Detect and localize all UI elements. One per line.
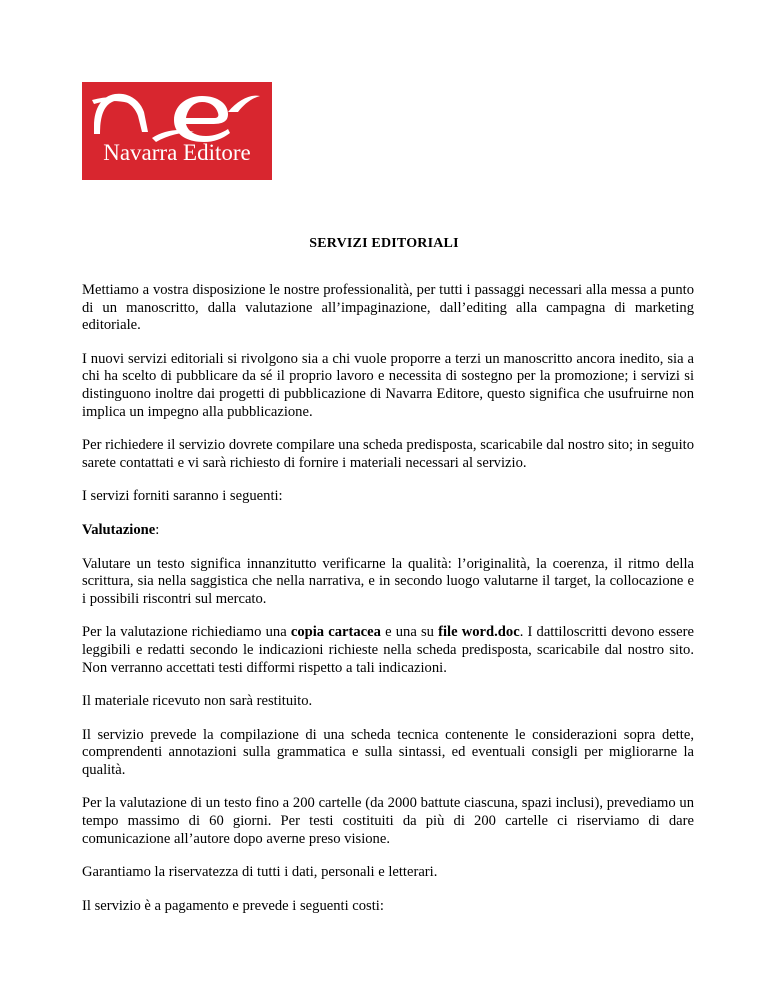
page-title: SERVIZI EDITORIALI	[309, 236, 459, 251]
paragraph-material-not-returned: Il materiale ricevuto non sarà restituito.	[82, 693, 313, 710]
paragraph-confidentiality: Garantiamo la riservatezza di tutti i dati, personali e letterari.	[82, 864, 438, 881]
paragraph-technical-sheet: Il servizio prevede la compilazione di una scheda tecnica contenente le considerazioni sopra dette, comprendenti annotazioni sulla grammatica e sulla sintassi, ed eventuali consigli per migliorarne la qualità.	[82, 726, 694, 778]
text-span: e una su	[380, 624, 439, 641]
text-span: . I dattiloscritti devono essere leggibili e redatti secondo le indicazioni richieste nella scheda predisposta, scaricabile dal nostro sito. Non verranno accettati testi difformi rispetto a tali indicazioni.	[82, 624, 695, 676]
paragraph-intro: Mettiamo a vostra disposizione le nostre professionalità, per tutti i passaggi necessari alla messa a punto di un manoscritto, dalla valutazione all’impaginazione, dall’editing alla campagna di marketing editoriale.	[82, 282, 694, 334]
paragraph-evaluation-materials	[82, 624, 694, 677]
bold-file-word: file word.doc	[438, 624, 520, 641]
section-heading-valutazione	[82, 522, 694, 540]
document-body	[82, 282, 694, 931]
text-span: Per la valutazione richiediamo una	[82, 624, 291, 641]
section-heading-colon: :	[155, 521, 160, 538]
paragraph-evaluation-time: Per la valutazione di un testo fino a 200 cartelle (da 2000 battute ciascuna, spazi inclusi), prevediamo un tempo massimo di 60 giorni. Per testi costituiti da più di 200 cartelle ci riserviamo di dare comunicazione all’autore dopo averne preso visione.	[82, 795, 694, 847]
paragraph-costs-intro: Il servizio è a pagamento e prevede i seguenti costi:	[82, 897, 384, 914]
navarra-editore-logo	[82, 82, 272, 180]
paragraph-evaluation-description: Valutare un testo significa innanzitutto verificarne la qualità: l’originalità, la coerenza, il ritmo della scrittura, sia nella saggistica che nella narrativa, e in secondo luogo valutarne il target, la collocazione e i possibili riscontri sul mercato.	[82, 555, 694, 607]
paragraph-request-service: Per richiedere il servizio dovrete compilare una scheda predisposta, scaricabile dal nostro sito; in seguito sarete contattati e vi sarà richiesto di fornire i materiali necessari al servizio.	[82, 437, 694, 471]
bold-copia-cartacea: copia cartacea	[290, 624, 381, 641]
paragraph-services-target: I nuovi servizi editoriali si rivolgono sia a chi vuole proporre a terzi un manoscritto ancora inedito, sia a chi ha scelto di pubblicare da sé il proprio lavoro e necessita di sostegno per la promozione; i servizi si distinguono inoltre dai progetti di pubblicazione di Navarra Editore, questo significa che usufruirne non implica un impegno alla pubblicazione.	[82, 350, 694, 420]
brand-name: Navarra Editore	[103, 140, 251, 165]
paragraph-services-list-intro: I servizi forniti saranno i seguenti:	[82, 488, 283, 505]
section-heading-text: Valutazione	[82, 521, 156, 538]
